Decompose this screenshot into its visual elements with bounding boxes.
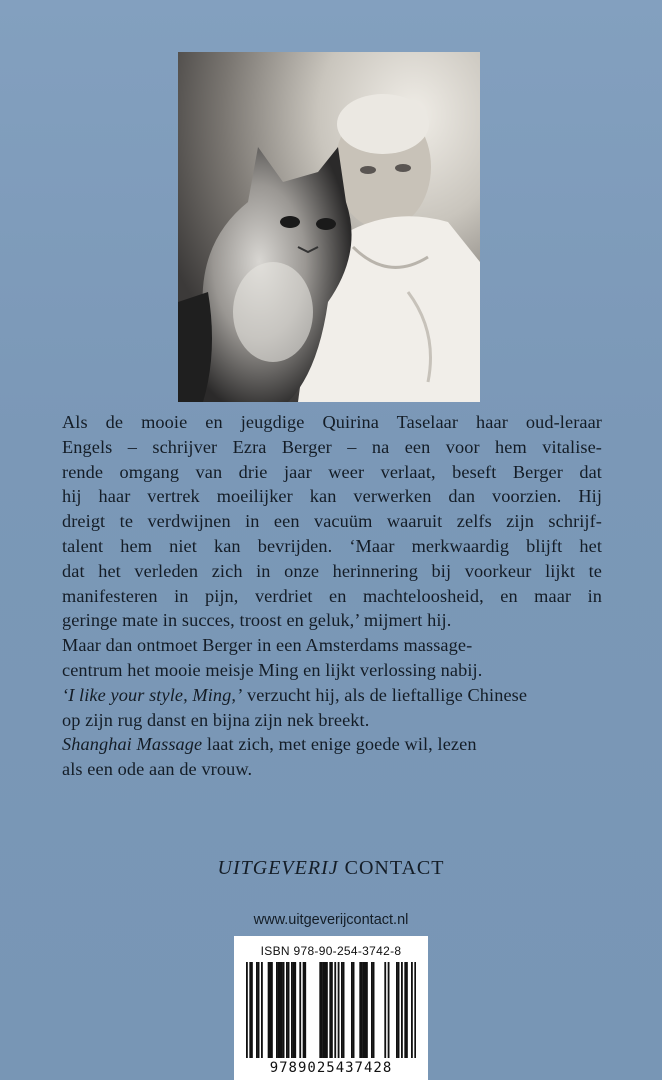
blurb-line: talent hem niet kan bevrijden. ‘Maar merkwaardig blijft het [62, 535, 602, 556]
barcode-panel [234, 936, 428, 1080]
publisher-roman: CONTACT [344, 857, 445, 879]
barcode-bar [268, 962, 270, 1058]
barcode-digits: 9789025437428 [269, 1060, 393, 1076]
barcode-bar [261, 962, 263, 1058]
barcode-bar [326, 962, 328, 1058]
barcode-bar [288, 962, 290, 1058]
author-photo [178, 52, 480, 402]
blurb-line: dreigt te verdwijnen in een vacuüm waaruit zelfs zijn schrijf- [62, 511, 602, 532]
blurb-title-line [62, 732, 602, 757]
publisher-name [0, 857, 662, 880]
barcode-bar [329, 962, 331, 1058]
barcode-bar [294, 962, 296, 1058]
barcode-bar [249, 962, 251, 1058]
barcode-bar [371, 962, 373, 1058]
barcode-bar [334, 962, 336, 1058]
blurb-line: dat het verleden zich in onze herinnering bij voorkeur lijkt te [62, 560, 602, 581]
barcode-bar [373, 962, 375, 1058]
barcode-bar [384, 962, 386, 1058]
barcode-bar [258, 962, 260, 1058]
quote-rest: verzucht hij, als de lieftallige Chinese [242, 684, 528, 705]
barcode-bar [363, 962, 365, 1058]
blurb-line: geringe mate in succes, troost en geluk,’ mijmert hij. [62, 610, 452, 631]
barcode-bar [414, 962, 416, 1058]
barcode-bar [396, 962, 398, 1058]
barcode-bar [404, 962, 406, 1058]
blurb-line: centrum het mooie meisje Ming en lijkt verlossing nabij. [62, 659, 483, 680]
title-rest: laat zich, met enige goede wil, lezen [202, 734, 477, 755]
barcode-bar [299, 962, 301, 1058]
barcode-bar [401, 962, 403, 1058]
barcode-bar [361, 962, 363, 1058]
blurb-line: rende omgang van drie jaar weer verlaat, beseft Berger dat [62, 461, 602, 482]
barcode-bar [341, 962, 343, 1058]
barcode-bar [304, 962, 306, 1058]
blurb-line: hij haar vertrek moeilijker kan verwerken dan voorzien. Hij [62, 486, 602, 507]
isbn-label: ISBN 978-90-254-3742-8 [260, 944, 402, 958]
barcode-bar [293, 962, 295, 1058]
barcode-bar [278, 962, 280, 1058]
barcode-bar [398, 962, 400, 1058]
barcode-bar [246, 962, 248, 1058]
barcode-bar [281, 962, 283, 1058]
barcode-bar [319, 962, 321, 1058]
barcode-bar [324, 962, 326, 1058]
book-title-italic: Shanghai Massage [62, 734, 203, 755]
blurb-line: Maar dan ontmoet Berger in een Amsterdams massage- [62, 635, 473, 656]
barcode-bar [283, 962, 285, 1058]
barcode [246, 962, 416, 1058]
barcode-bar [351, 962, 353, 1058]
publisher-url: www.uitgeverijcontact.nl [253, 912, 409, 928]
barcode-bar [406, 962, 408, 1058]
barcode-bar [256, 962, 258, 1058]
barcode-bar [279, 962, 281, 1058]
barcode-bar [291, 962, 293, 1058]
barcode-bar [321, 962, 323, 1058]
barcode-bar [303, 962, 305, 1058]
barcode-bar [286, 962, 288, 1058]
barcode-bar [364, 962, 366, 1058]
barcode-bar [271, 962, 273, 1058]
quote-italic: ‘I like your style, Ming,’ [62, 684, 243, 705]
barcode-bar [359, 962, 361, 1058]
blurb-line: als een ode aan de vrouw. [62, 759, 253, 780]
publisher-italic: UITGEVERIJ [217, 857, 339, 879]
barcode-bar [343, 962, 345, 1058]
blurb-quote-line [62, 683, 602, 708]
barcode-bar [366, 962, 368, 1058]
blurb-line: Engels – schrijver Ezra Berger – na een voor hem vitalise- [62, 436, 602, 457]
barcode-bar [411, 962, 413, 1058]
barcode-bar [269, 962, 271, 1058]
barcode-bar [276, 962, 278, 1058]
barcode-bar [251, 962, 253, 1058]
blurb-line: Als de mooie en jeugdige Quirina Taselaar haar oud-leraar [62, 412, 602, 432]
blurb-line: manifesteren in pijn, verdriet en machteloosheid, en maar in [62, 585, 602, 606]
barcode-bar [323, 962, 325, 1058]
barcode-bar [353, 962, 355, 1058]
barcode-bar [388, 962, 390, 1058]
blurb-line: op zijn rug danst en bijna zijn nek breekt. [62, 709, 370, 730]
barcode-bar [338, 962, 340, 1058]
barcode-bar [331, 962, 333, 1058]
blurb-text [62, 410, 602, 782]
